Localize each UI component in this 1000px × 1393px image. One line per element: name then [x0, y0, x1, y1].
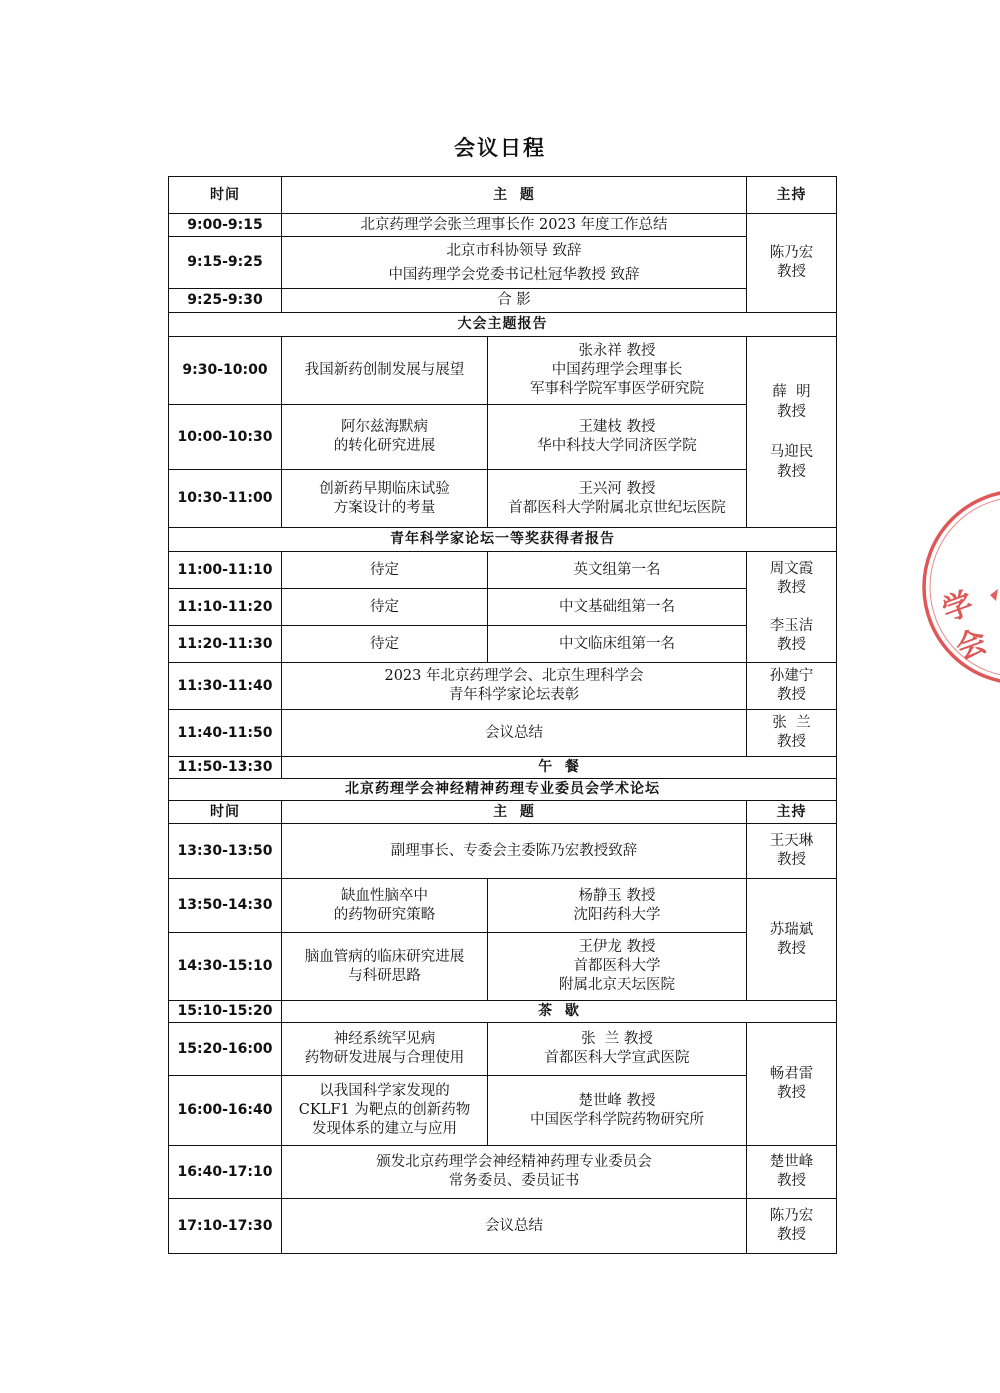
schedule-table — [168, 176, 837, 1254]
host-cell — [747, 879, 837, 1001]
speaker-cell — [488, 933, 747, 1001]
host-cell — [747, 1146, 837, 1199]
host-title: 教授 — [777, 464, 806, 480]
section-title: 北京药理学会神经精神药理专业委员会学术论坛 — [169, 779, 837, 801]
topic-cell — [282, 552, 488, 589]
time-cell: 9:00-9:15 — [169, 214, 282, 237]
table-row — [169, 663, 837, 710]
table-row — [169, 1146, 837, 1199]
speaker-cell — [488, 626, 747, 663]
topic-line: 合 影 — [497, 292, 531, 308]
speaker-cell — [488, 1023, 747, 1076]
table-row — [169, 337, 837, 405]
section-header-row — [169, 528, 837, 552]
time-cell: 16:00-16:40 — [169, 1076, 282, 1146]
topic-line: 缺血性脑卒中 — [341, 887, 428, 904]
host-name: 周文霞 — [769, 560, 814, 577]
topic-cell — [282, 879, 488, 933]
host-cell — [747, 710, 837, 757]
topic-line: 副理事长、专委会主委陈乃宏教授致辞 — [390, 842, 638, 859]
table-row — [169, 1076, 837, 1146]
section-title: 青年科学家论坛一等奖获得者报告 — [169, 528, 837, 552]
section-header-row — [169, 779, 837, 801]
host-title: 教授 — [777, 404, 806, 420]
table-row — [169, 757, 837, 779]
topic-line: 常务委员、委员证书 — [448, 1173, 580, 1189]
topic-cell — [282, 289, 747, 313]
topic-line: 2023 年北京药理学会、北京生理科学会 — [384, 668, 644, 684]
topic-cell — [282, 1146, 747, 1199]
page-title: 会议日程 — [454, 136, 546, 160]
host-title: 教授 — [777, 940, 806, 957]
host-name: 陈乃宏 — [769, 245, 814, 261]
table-row — [169, 626, 837, 663]
time-cell: 9:30-10:00 — [169, 337, 282, 405]
host-name: 孙建宁 — [769, 668, 814, 684]
host-title: 教授 — [777, 1085, 806, 1101]
topic-line: 的药物研究策略 — [333, 906, 436, 923]
host-name: 李玉洁 — [769, 617, 814, 634]
table-row — [169, 289, 837, 313]
speaker-cell — [488, 470, 747, 528]
host-name: 王天琳 — [769, 833, 814, 849]
speaker-cell — [488, 879, 747, 933]
topic-cell — [282, 1023, 488, 1076]
header-time: 时间 — [169, 801, 282, 824]
host-name: 楚世峰 — [769, 1154, 814, 1170]
speaker-line: 王伊龙 教授 — [578, 939, 656, 955]
speaker-line: 军事科学院军事医学研究院 — [530, 381, 704, 397]
header-topic: 主 题 — [282, 801, 747, 824]
header-topic: 主 题 — [282, 177, 747, 214]
speaker-cell — [488, 552, 747, 589]
host-name: 畅君雷 — [769, 1066, 814, 1082]
header-host: 主持 — [747, 801, 837, 824]
host-name: 苏瑞斌 — [769, 921, 814, 938]
speaker-line: 中国医学科学院药物研究所 — [530, 1111, 704, 1128]
host-cell — [747, 337, 837, 528]
topic-line: 的转化研究进展 — [333, 438, 436, 454]
table-header-row — [169, 177, 837, 214]
speaker-line: 杨静玉 教授 — [578, 887, 656, 904]
topic-line: 会议总结 — [485, 724, 543, 741]
speaker-line: 附属北京天坛医院 — [559, 977, 675, 993]
topic-line: CKLF1 为靶点的创新药物 — [298, 1102, 471, 1118]
speaker-line: 王建枝 教授 — [578, 419, 656, 435]
time-cell: 10:30-11:00 — [169, 470, 282, 528]
topic-cell — [282, 1199, 747, 1254]
speaker-cell — [488, 405, 747, 470]
speaker-line: 王兴河 教授 — [578, 480, 656, 497]
host-title: 教授 — [777, 734, 806, 750]
time-cell: 9:25-9:30 — [169, 289, 282, 313]
topic-line: 待定 — [370, 561, 399, 578]
topic-line: 我国新药创制发展与展望 — [304, 362, 465, 378]
header-host: 主持 — [747, 177, 837, 214]
time-cell: 16:40-17:10 — [169, 1146, 282, 1199]
host-title: 教授 — [777, 1227, 806, 1243]
table-row — [169, 214, 837, 237]
section-header-row — [169, 313, 837, 337]
time-cell: 11:10-11:20 — [169, 589, 282, 626]
topic-line: 以我国科学家发现的 — [319, 1083, 450, 1099]
time-cell: 11:50-13:30 — [169, 757, 282, 779]
host-cell — [747, 1023, 837, 1146]
topic-line: 待定 — [370, 635, 399, 652]
speaker-line: 英文组第一名 — [573, 561, 661, 578]
host-title: 教授 — [777, 852, 806, 868]
speaker-line: 首都医科大学附属北京世纪坛医院 — [508, 499, 726, 516]
table-header-row — [169, 801, 837, 824]
time-cell: 9:15-9:25 — [169, 237, 282, 289]
time-cell: 15:10-15:20 — [169, 1001, 282, 1023]
speaker-cell — [488, 589, 747, 626]
topic-cell — [282, 626, 488, 663]
speaker-line: 中国药理学会理事长 — [551, 362, 683, 378]
host-title: 教授 — [777, 264, 806, 280]
topic-cell — [282, 405, 488, 470]
table-row — [169, 710, 837, 757]
time-cell: 13:50-14:30 — [169, 879, 282, 933]
host-gap — [750, 422, 833, 442]
official-seal-stamp — [908, 485, 1000, 690]
topic-line: 青年科学家论坛表彰 — [448, 687, 580, 703]
host-name: 陈乃宏 — [769, 1208, 814, 1224]
speaker-line: 首都医科大学宣武医院 — [544, 1050, 690, 1066]
host-title: 教授 — [777, 687, 806, 703]
table-row — [169, 879, 837, 933]
host-gap — [750, 598, 833, 617]
topic-line: 与科研思路 — [348, 967, 421, 984]
host-name: 马迎民 — [769, 444, 814, 460]
time-cell: 11:30-11:40 — [169, 663, 282, 710]
topic-cell — [282, 824, 747, 879]
speaker-line: 张永祥 教授 — [578, 343, 656, 359]
host-cell — [747, 214, 837, 313]
speaker-line: 中文基础组第一名 — [559, 598, 675, 615]
speaker-line: 张 兰 教授 — [581, 1031, 653, 1047]
break-label: 午 餐 — [282, 757, 837, 779]
time-cell: 11:20-11:30 — [169, 626, 282, 663]
topic-line: 颁发北京药理学会神经精神药理专业委员会 — [376, 1154, 652, 1170]
topic-line: 发现体系的建立与应用 — [312, 1121, 457, 1137]
time-cell: 13:30-13:50 — [169, 824, 282, 879]
topic-line: 北京药理学会张兰理事长作 2023 年度工作总结 — [360, 216, 668, 233]
host-cell — [747, 552, 837, 663]
topic-cell — [282, 710, 747, 757]
table-row — [169, 405, 837, 470]
topic-line: 药物研发进展与合理使用 — [304, 1050, 465, 1066]
topic-cell — [282, 337, 488, 405]
time-cell: 11:00-11:10 — [169, 552, 282, 589]
section-title: 大会主题报告 — [169, 313, 837, 337]
topic-cell — [282, 470, 488, 528]
table-row — [169, 933, 837, 1001]
speaker-line: 中文临床组第一名 — [559, 635, 675, 652]
time-cell: 11:40-11:50 — [169, 710, 282, 757]
break-label: 茶 歇 — [282, 1001, 837, 1023]
table-row — [169, 1023, 837, 1076]
host-cell — [747, 1199, 837, 1254]
topic-line: 中国药理学会党委书记杜冠华教授 致辞 — [388, 266, 640, 283]
host-title: 教授 — [777, 636, 806, 653]
topic-cell — [282, 1076, 488, 1146]
speaker-cell — [488, 337, 747, 405]
time-cell: 17:10-17:30 — [169, 1199, 282, 1254]
table-row — [169, 824, 837, 879]
speaker-line: 沈阳药科大学 — [573, 906, 661, 923]
topic-cell — [282, 214, 747, 237]
table-row — [169, 1199, 837, 1254]
speaker-line: 华中科技大学同济医学院 — [537, 438, 697, 454]
host-name: 薛 明 — [772, 384, 811, 400]
speaker-line: 首都医科大学 — [573, 958, 661, 974]
time-cell: 14:30-15:10 — [169, 933, 282, 1001]
seal-text: 学 会 — [932, 586, 990, 665]
topic-line: 会议总结 — [485, 1217, 543, 1234]
host-title: 教授 — [777, 579, 806, 596]
topic-line: 方案设计的考量 — [333, 499, 436, 516]
topic-cell — [282, 589, 488, 626]
table-row — [169, 237, 837, 289]
topic-line: 神经系统罕见病 — [333, 1031, 436, 1047]
table-row — [169, 589, 837, 626]
host-name: 张 兰 — [772, 715, 811, 731]
topic-cell — [282, 933, 488, 1001]
topic-cell — [282, 237, 747, 289]
seal-star-fragment — [990, 589, 998, 601]
topic-line: 脑血管病的临床研究进展 — [304, 948, 465, 965]
header-time: 时间 — [169, 177, 282, 214]
topic-line: 北京市科协领导 致辞 — [446, 242, 582, 259]
time-cell: 15:20-16:00 — [169, 1023, 282, 1076]
time-cell: 10:00-10:30 — [169, 405, 282, 470]
table-row — [169, 552, 837, 589]
table-row — [169, 470, 837, 528]
host-cell — [747, 824, 837, 879]
topic-cell — [282, 663, 747, 710]
topic-line: 创新药早期临床试验 — [319, 480, 450, 497]
host-cell — [747, 663, 837, 710]
topic-line: 待定 — [370, 598, 399, 615]
host-title: 教授 — [777, 1173, 806, 1189]
table-row — [169, 1001, 837, 1023]
speaker-cell — [488, 1076, 747, 1146]
speaker-line: 楚世峰 教授 — [578, 1092, 656, 1109]
topic-line: 阿尔兹海默病 — [341, 419, 428, 435]
